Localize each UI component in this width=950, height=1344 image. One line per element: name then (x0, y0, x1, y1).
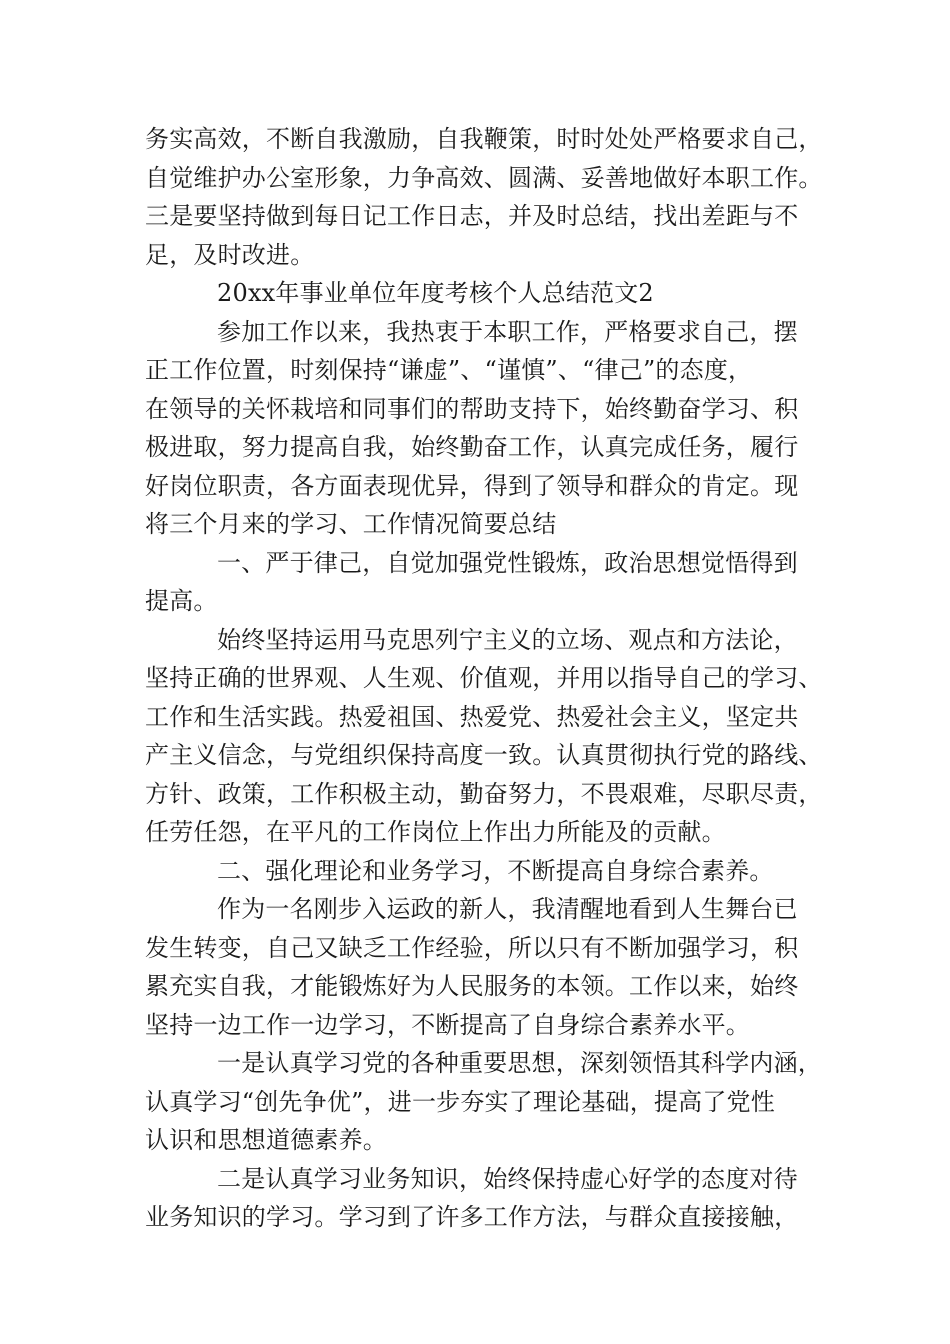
text-line: 二、强化理论和业务学习，不断提高自身综合素养。 (217, 856, 774, 885)
text-line: 提高。 (145, 587, 218, 615)
text-line: 将三个月来的学习、工作情况简要总结 (145, 510, 557, 538)
text-line: 始终坚持运用马克思列宁主义的立场、观点和方法论， (217, 625, 798, 654)
text-line: 一是认真学习党的各种重要思想，深刻领悟其科学内涵， (217, 1049, 822, 1077)
text-line: 好岗位职责，各方面表现优异，得到了领导和群众的肯定。现 (145, 471, 799, 500)
section-title (145, 274, 811, 313)
text-line: 二是认真学习业务知识，始终保持虚心好学的态度对待 (217, 1164, 798, 1193)
text-line: 足，及时改进。 (145, 240, 315, 269)
text-line: 累充实自我，才能锻炼好为人民服务的本领。工作以来，始终 (145, 972, 799, 1000)
text-line: 业务知识的学习。学习到了许多工作方法，与群众直接接触， (145, 1203, 799, 1231)
heading-two (145, 852, 811, 891)
text-line: 作为一名刚步入运政的新人，我清醒地看到人生舞台已 (217, 895, 798, 923)
text-line: 任劳任怨，在平凡的工作岗位上作出力所能及的贡献。 (145, 818, 726, 846)
text-line: 在领导的关怀栽培和同事们的帮助支持下，始终勤奋学习、积 (145, 394, 799, 423)
paragraph-theory (145, 1044, 822, 1160)
paragraph-intro (145, 313, 811, 544)
text-line: 工作和生活实践。热爱祖国、热爱党、热爱社会主义，坚定共 (145, 702, 799, 731)
section-title-text: 20xx年事业单位年度考核个人总结范文2 (217, 279, 654, 307)
text-line: 务实高效，不断自我激励，自我鞭策，时时处处严格要求自己， (145, 125, 823, 153)
text-line: 参加工作以来，我热衷于本职工作，严格要求自己，摆 (217, 317, 798, 346)
text-line: 一、严于律己，自觉加强党性锻炼，政治思想觉悟得到 (217, 548, 798, 577)
text-line: 极进取，努力提高自我，始终勤奋工作，认真完成任务，履行 (145, 433, 799, 461)
text-line: 三是要坚持做到每日记工作日志，并及时总结，找出差距与不 (145, 202, 799, 230)
text-line: 坚持一边工作一边学习，不断提高了自身综合素养水平。 (145, 1010, 750, 1039)
text-line: 认真学习“创先争优”，进一步夯实了理论基础，提高了党性 (145, 1087, 775, 1116)
text-line: 认识和思想道德素养。 (145, 1126, 387, 1154)
document-body (145, 120, 823, 1237)
paragraph-study (145, 890, 811, 1044)
text-line: 发生转变，自己又缺乏工作经验，所以只有不断加强学习，积 (145, 933, 799, 962)
text-line: 正工作位置，时刻保持“谦虚”、“谨慎”、“律己”的态度， (145, 356, 753, 384)
text-line: 自觉维护办公室形象，力争高效、圆满、妥善地做好本职工作。 (145, 163, 823, 192)
text-line: 产主义信念，与党组织保持高度一致。认真贯彻执行党的路线、 (145, 741, 823, 769)
text-line: 坚持正确的世界观、人生观、价值观，并用以指导自己的学习、 (145, 664, 823, 692)
heading-one (145, 544, 811, 621)
text-line: 方针、政策，工作积极主动，勤奋努力，不畏艰难，尽职尽责， (145, 779, 823, 808)
paragraph-politics (145, 621, 823, 852)
paragraph-business (145, 1160, 811, 1237)
paragraph-continuation (145, 120, 823, 274)
